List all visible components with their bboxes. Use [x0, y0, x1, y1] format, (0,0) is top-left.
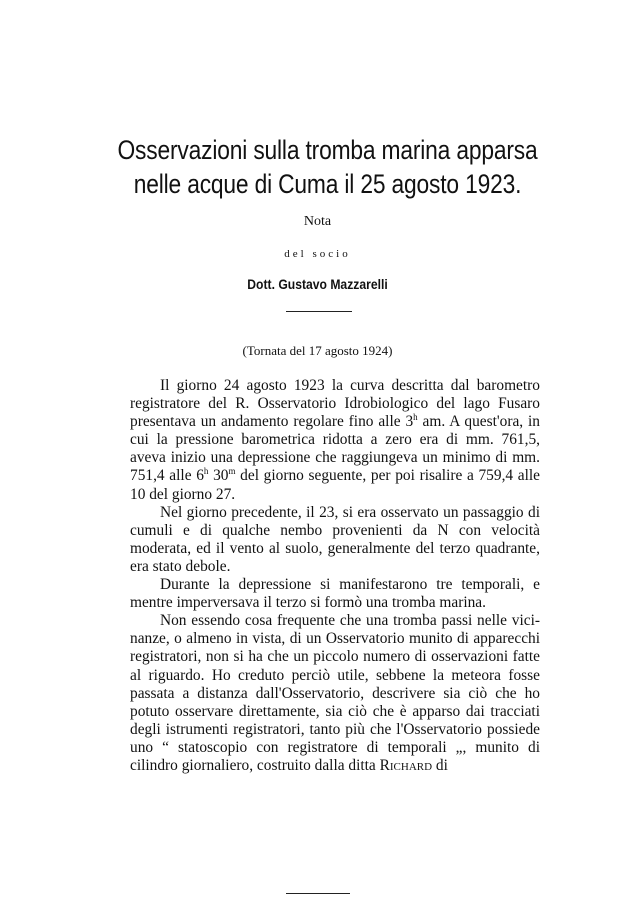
article-title — [97, 133, 557, 201]
footer-rule — [286, 893, 350, 894]
session-date: (Tornata del 17 agosto 1924) — [242, 343, 393, 358]
title-line-1: Osservazioni sulla tromba marina apparsa — [117, 135, 538, 165]
paragraph-1: Il giorno 24 agosto 1923 la curva descritta dal barometro registratore del R. Osservatorio Idrobiologico del lago Fusaro presentava un andamento regolare fino alle 3$^h$ am. A quest'ora, in cui la pressione barometrica ridotta a zero era di mm. 761,5, aveva inizio una depressione che raggiungeva un minimo di mm. 751,4 alle 6$^h$ 30$^m$ del giorno seguente, per poi risalire a 759,4 alle 10 del giorno 27. — [130, 377, 541, 503]
separator-rule — [286, 311, 352, 312]
body-text — [130, 377, 540, 775]
paragraph-3: Durante la depressione si manifestarono tre temporali, e mentre imperversava il terzo si formò una tromba marina. — [130, 576, 540, 612]
nota-label: Nota — [303, 214, 332, 229]
paragraph-4: Non essendo cosa frequente che una tromba passi nelle vicinanze, o almeno in vista, di un Osservatorio munito di apparecchi registratori, non si ha che un piccolo numero di osservazioni fatte al riguardo. Ho creduto perciò utile, sebbene la meteora fosse passata a distanza dall'Osservatorio, descrivere sia ciò che ho potuto osservare direttamente, sia ciò che è apparso dai tracciati degli istrumenti registratori, tanto più che l'Osservatorio possiede uno “ statoscopio con registratore di temporali „, munito di cilindro giornaliero, costruito dalla ditta Richard di — [130, 612, 540, 774]
paragraph-2: Nel giorno precedente, il 23, si era osservato un passaggio di cumuli e di qualche nembo provenienti da N con velocità moderata, ed il vento al suolo, generalmente del terzo quadrante, era stato debole. — [130, 503, 540, 575]
maker-name: Richard — [379, 756, 433, 774]
del-socio-label: del socio — [284, 248, 351, 260]
title-line-2: nelle acque di Cuma il 25 agosto 1923. — [133, 169, 522, 199]
author-name: Dott. Gustavo Mazzarelli — [247, 277, 388, 292]
